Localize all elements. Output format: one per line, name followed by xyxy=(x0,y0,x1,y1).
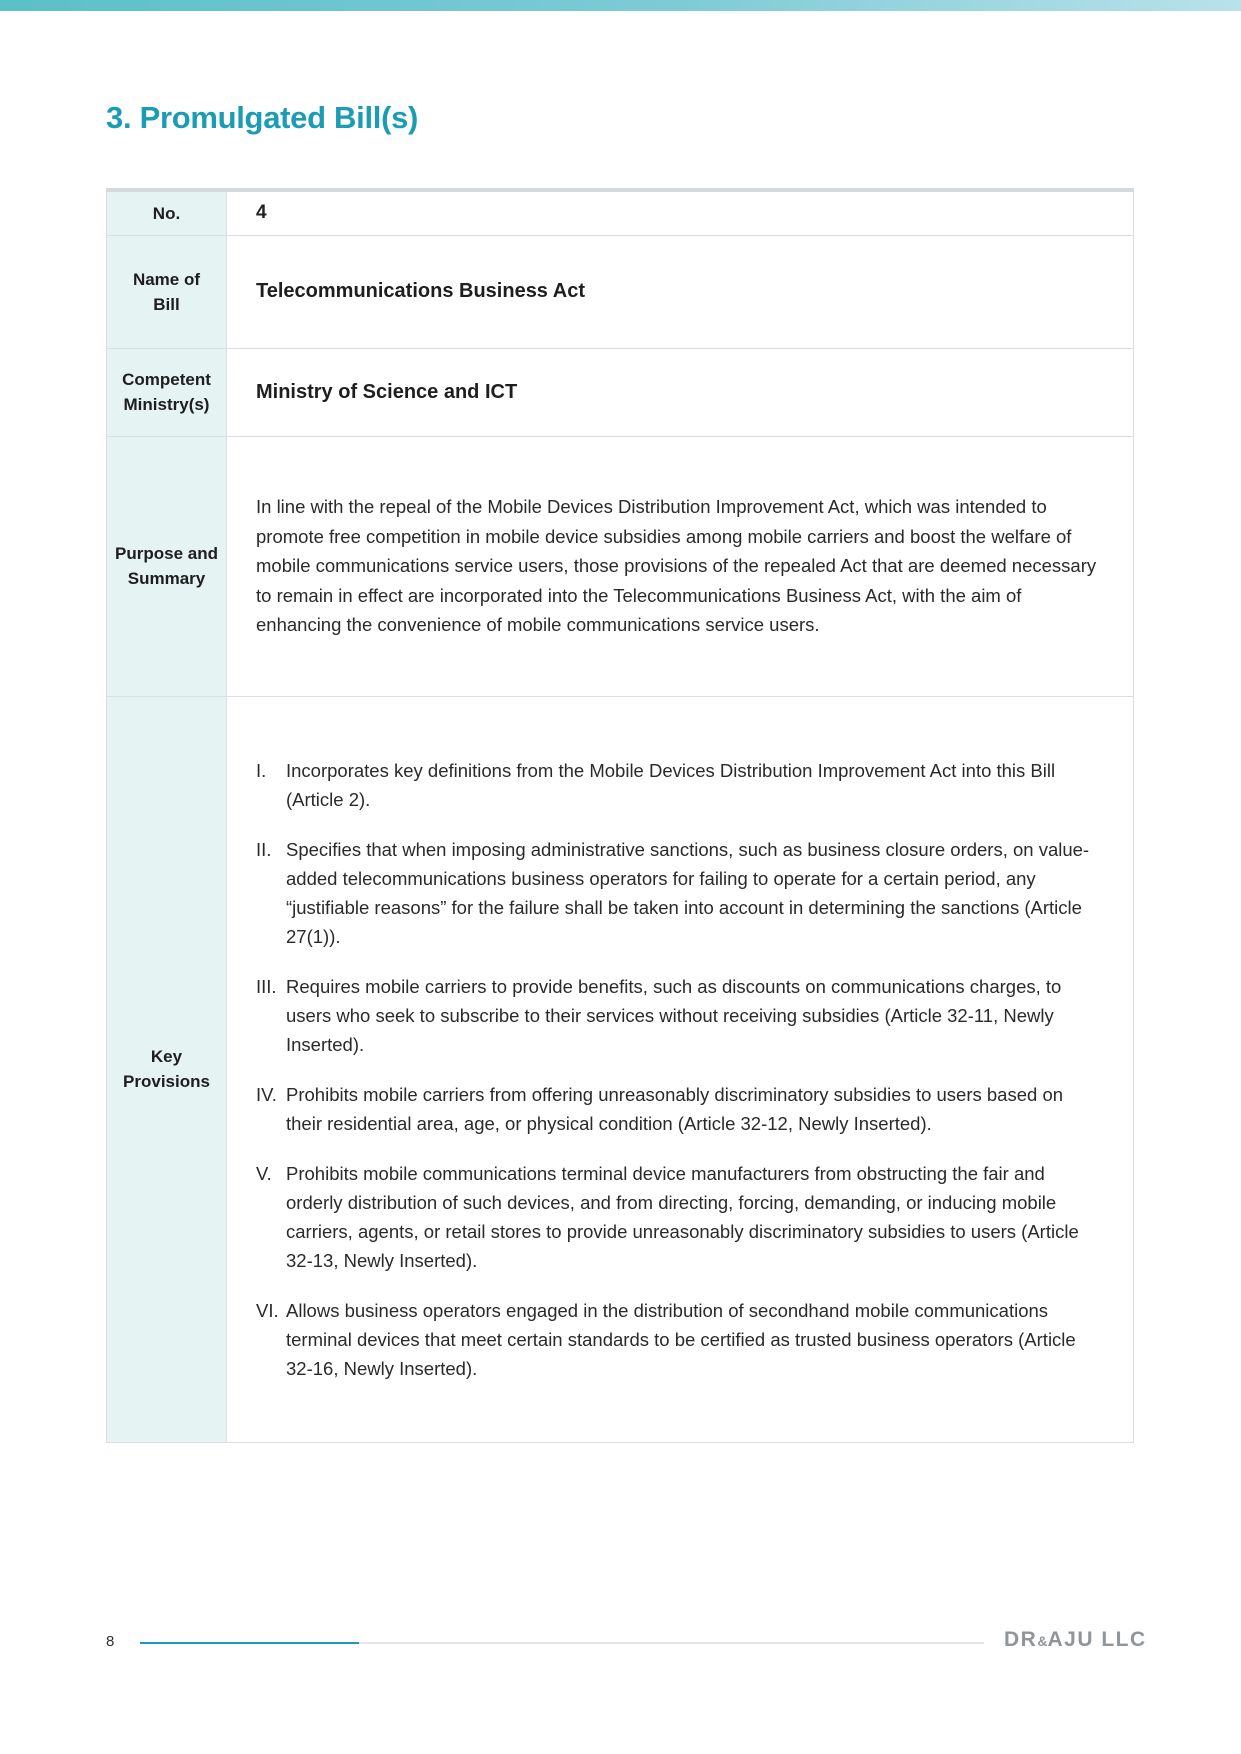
label-name-line1: Name of xyxy=(132,269,201,289)
row-provisions xyxy=(107,696,1134,1442)
provision-number: III. xyxy=(256,975,277,997)
label-provisions-line1: Key xyxy=(150,1047,183,1066)
provision-number: V. xyxy=(256,1162,272,1184)
brand-logo xyxy=(1004,1628,1147,1652)
footer-progress-bar xyxy=(140,1642,984,1644)
label-provisions-line2: Provisions xyxy=(123,1072,210,1091)
provision-text: Requires mobile carriers to provide benefits, such as discounts on communications charges, to users who seek to subscribe to their services without receiving subsidies (Article 32-11, Newly Inserted). xyxy=(286,975,1062,1055)
section-title: 3. Promulgated Bill(s) xyxy=(106,100,419,135)
value-no xyxy=(227,190,1134,235)
bill-table xyxy=(106,188,1134,1443)
brand-part1: DR xyxy=(1004,1628,1038,1651)
label-no-text: No. xyxy=(152,203,181,223)
label-name-line2: Bill xyxy=(153,294,180,314)
list-item xyxy=(256,972,1103,1059)
value-ministry xyxy=(227,348,1134,436)
provisions-list xyxy=(256,756,1103,1383)
label-purpose-line2: Summary xyxy=(127,569,206,588)
value-purpose xyxy=(227,436,1134,696)
provision-number: II. xyxy=(256,838,272,860)
row-no xyxy=(107,190,1134,235)
label-name xyxy=(107,235,227,348)
bill-number: 4 xyxy=(256,202,267,224)
provision-text: Allows business operators engaged in the distribution of secondhand mobile communications terminal devices that meet certain standards to be certified as trusted business operators (Article 32-16, Newly Inserted). xyxy=(286,1299,1076,1379)
row-ministry xyxy=(107,348,1134,436)
label-ministry xyxy=(107,348,227,436)
list-item xyxy=(256,1080,1103,1138)
provision-number: IV. xyxy=(256,1083,277,1105)
label-provisions xyxy=(107,696,227,1442)
provision-number: I. xyxy=(256,759,267,781)
label-ministry-line2: Ministry(s) xyxy=(123,395,210,414)
value-provisions xyxy=(227,696,1134,1442)
provision-number: VI. xyxy=(256,1299,279,1321)
label-purpose-line1: Purpose and xyxy=(115,544,218,563)
brand-ampersand: & xyxy=(1037,1633,1048,1649)
label-ministry-line1: Competent xyxy=(122,370,211,389)
row-name xyxy=(107,235,1134,348)
value-name xyxy=(227,235,1134,348)
footer-progress-fill xyxy=(140,1642,359,1644)
provision-text: Prohibits mobile communications terminal device manufacturers from obstructing the fair and orderly distribution of such devices, and from directing, forcing, demanding, or inducing mobile carriers, agents, or retail stores to provide unreasonably discriminatory subsidies to users (Article 32-13, Newly Inserted). xyxy=(286,1162,1079,1271)
provision-text: Specifies that when imposing administrative sanctions, such as business closure orders, on value-added telecommunications business operators for failing to operate for a certain period, any “justifiable reasons” for the failure shall be taken into account in determining the sanctions (Article 27(1)). xyxy=(286,838,1090,947)
list-item xyxy=(256,1159,1103,1275)
bill-name: Telecommunications Business Act xyxy=(256,280,585,302)
page-number: 8 xyxy=(106,1633,115,1650)
provision-text: Prohibits mobile carriers from offering unreasonably discriminatory subsidies to users based on their residential area, age, or physical condition (Article 32-12, Newly Inserted). xyxy=(286,1083,1064,1134)
label-no xyxy=(107,190,227,235)
purpose-summary-text: In line with the repeal of the Mobile Devices Distribution Improvement Act, which was intended to promote free competition in mobile device subsidies among mobile carriers and boost the welfare of mobile communications service users, those provisions of the repealed Act that are deemed necessary to remain in effect are incorporated into the Telecommunications Business Act, with the aim of enhancing the convenience of mobile communications service users. xyxy=(256,496,1097,636)
provision-text: Incorporates key definitions from the Mobile Devices Distribution Improvement Act into this Bill (Article 2). xyxy=(286,759,1056,810)
list-item xyxy=(256,835,1103,951)
top-accent-bar xyxy=(0,0,1241,11)
row-purpose xyxy=(107,436,1134,696)
list-item xyxy=(256,1296,1103,1383)
list-item xyxy=(256,756,1103,814)
label-purpose xyxy=(107,436,227,696)
ministry-name: Ministry of Science and ICT xyxy=(256,380,518,403)
brand-part2: AJU LLC xyxy=(1047,1628,1147,1651)
